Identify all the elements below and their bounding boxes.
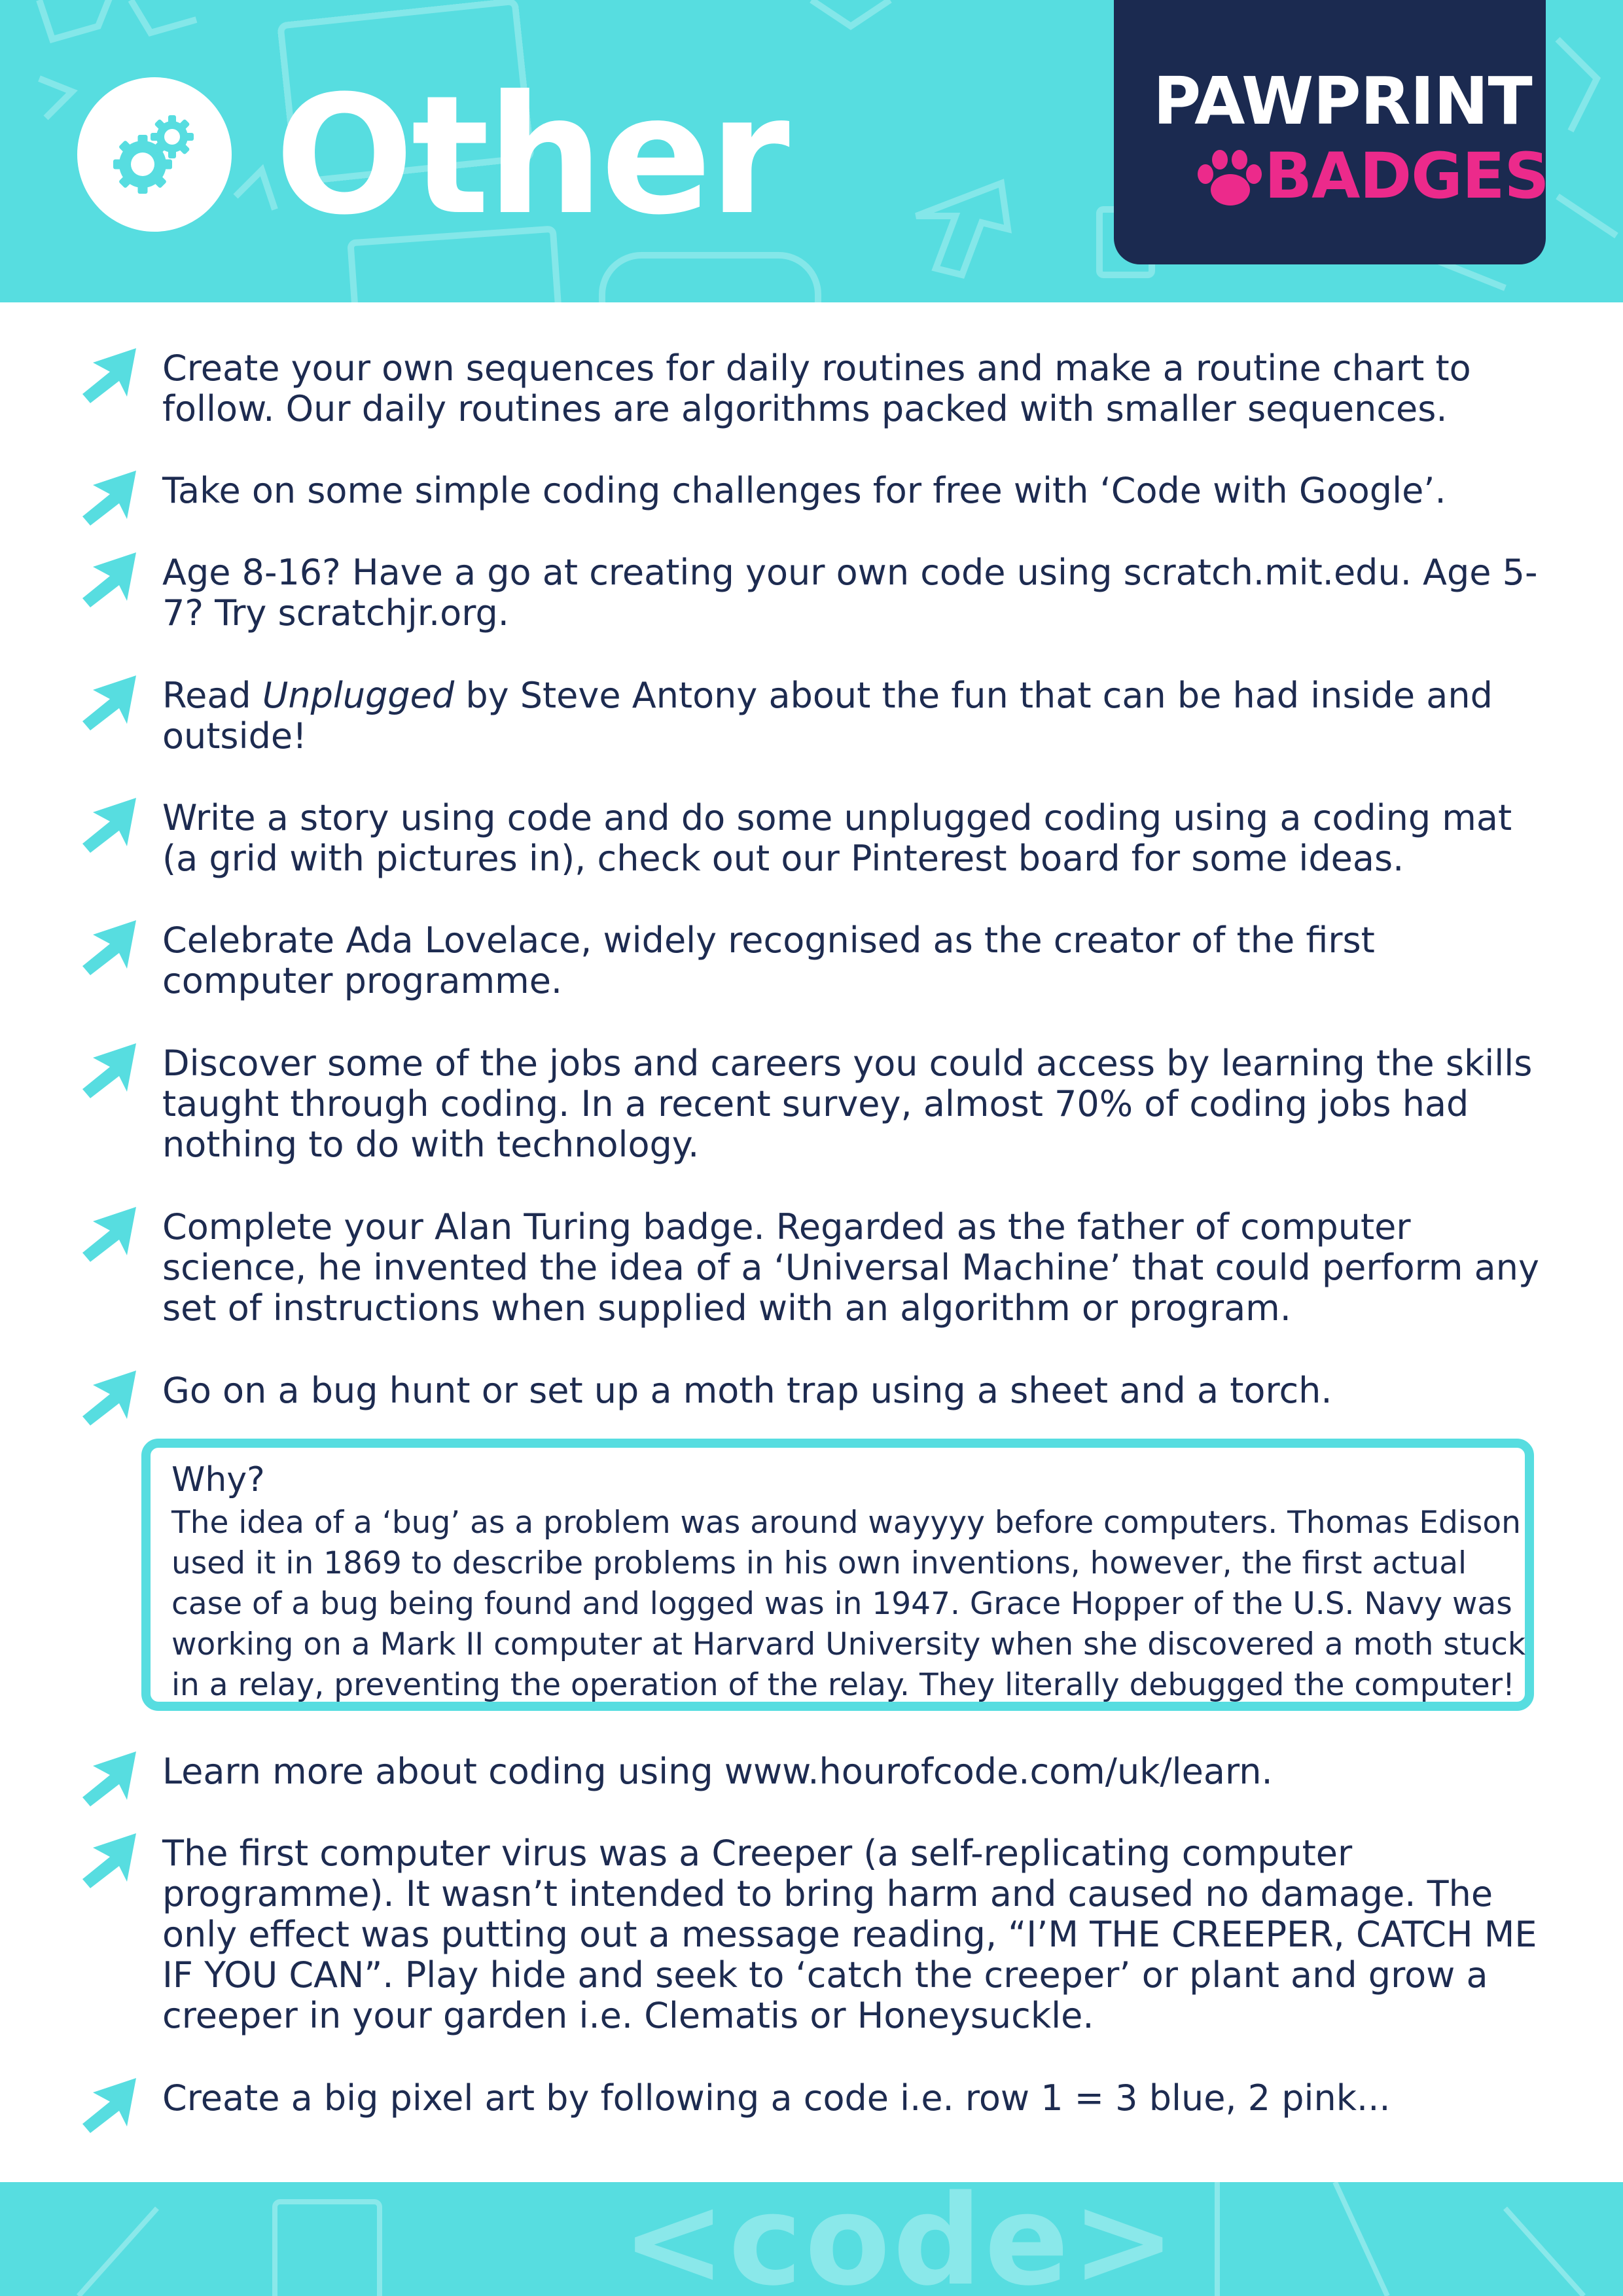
why-body: The idea of a ‘bug’ as a problem was around wayyyy before computers. Thomas Edison used it in 1869 to describe problems in his own inventions, however, the first actual case of a bug being found and logged was in 1947. Grace Hopper of the U.S. Navy was working on a Mark II computer at Harvard University when she discovered a moth stuck in a relay, preventing the operation of the relay. They literally debugged the computer! (171, 1505, 1526, 1703)
list-item-text: Complete your Alan Turing badge. Regarded as the father of computer science, he invented the idea of a ‘Universal Machine’ that could perform any set of instructions when supplied with an algorithm or program. (162, 1206, 1539, 1329)
book-title: Unplugged (262, 675, 455, 716)
list-item-text: Go on a bug hunt or set up a moth trap using a sheet and a torch. (162, 1370, 1332, 1411)
why-title: Why? (171, 1460, 265, 1499)
arrow-bullet-icon (81, 1043, 136, 1098)
footer-code-decoration: <code> (622, 2182, 1179, 2296)
footer-banner (0, 2182, 1623, 2296)
paw-icon (1192, 148, 1264, 211)
list-item-text: Take on some simple coding challenges for free with ‘Code with Google’. (162, 470, 1446, 511)
why-callout-box (141, 1439, 1534, 1711)
logo-text-pawprint: PAWPRINT (1153, 63, 1532, 139)
list-item-text: Write a story using code and do some unplugged coding using a coding mat (a grid with pictures in), check out our Pinterest board for some ideas. (162, 797, 1512, 879)
list-item-text: Create your own sequences for daily routines and make a routine chart to follow. Our daily routines are algorithms packed with smaller sequences. (162, 348, 1471, 429)
arrow-bullet-icon (81, 1207, 136, 1262)
pawprint-badges-logo (1114, 0, 1549, 264)
gears-icon (105, 105, 204, 204)
arrow-bullet-icon (81, 920, 136, 975)
arrow-bullet-icon (81, 1833, 136, 1888)
arrow-bullet-icon (81, 675, 136, 730)
header-banner (0, 0, 1623, 302)
arrow-bullet-icon (81, 348, 136, 403)
list-item-text: Celebrate Ada Lovelace, widely recognised as the creator of the first computer programme. (162, 920, 1375, 1001)
page-title: Other (275, 60, 787, 251)
arrow-bullet-icon (81, 2078, 136, 2133)
arrow-bullet-icon (81, 1751, 136, 1806)
list-item-text: The first computer virus was a Creeper (a self-replicating computer programme). It wasn’t intended to bring harm and caused no damage. The only effect was putting out a message reading, “I’M THE CREEPER, CATCH ME IF YOU CAN”. Play hide and seek to ‘catch the creeper’ or plant and grow a creeper in your garden i.e. Clematis or Honeysuckle. (162, 1833, 1537, 2036)
list-item-text: Age 8-16? Have a go at creating your own code using scratch.mit.edu. Age 5-7? Try scratchjr.org. (162, 552, 1538, 634)
arrow-bullet-icon (81, 552, 136, 607)
list-item-text-pre: Read (162, 675, 262, 716)
list-item-text-post: by Steve Antony about the fun that can be had inside and outside! (162, 675, 1493, 757)
gears-icon-badge (77, 77, 232, 232)
arrow-bullet-icon (81, 1371, 136, 1426)
list-item-text: Discover some of the jobs and careers you could access by learning the skills taught through coding. In a recent survey, almost 70% of coding jobs had nothing to do with technology. (162, 1043, 1533, 1165)
activity-list (0, 302, 1623, 2181)
arrow-bullet-icon (81, 798, 136, 853)
arrow-bullet-icon (81, 471, 136, 526)
list-item-text (162, 675, 1543, 757)
logo-text-badges: BADGES (1264, 139, 1549, 213)
logo-row-badges (1153, 139, 1549, 213)
list-item-text: Create a big pixel art by following a code i.e. row 1 = 3 blue, 2 pink... (162, 2077, 1391, 2119)
list-item-text: Learn more about coding using www.hourofcode.com/uk/learn. (162, 1751, 1273, 1792)
